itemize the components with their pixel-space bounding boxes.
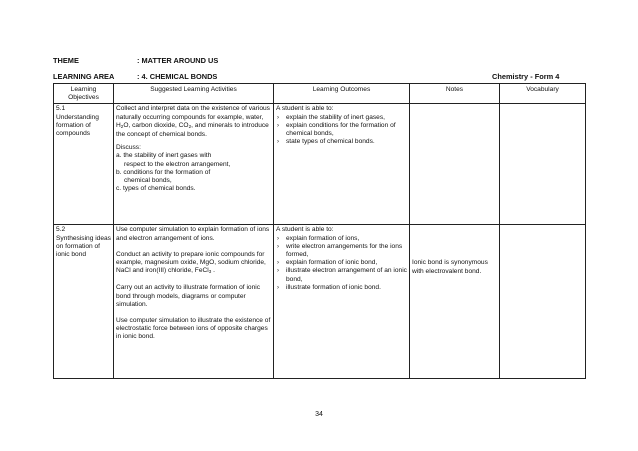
theme-value: : MATTER AROUND US [137, 56, 219, 65]
outcomes-cell [274, 225, 410, 379]
activities-cell [114, 104, 274, 225]
outcome-item: › explain the stability of inert gases, [276, 114, 407, 122]
discuss-item: c. types of chemical bonds. [116, 185, 196, 193]
discuss-item: chemical bonds, [124, 177, 172, 185]
outcome-item: › explain formation of ions, [276, 235, 407, 243]
table-row [54, 104, 586, 225]
discuss-item: respect to the electron arrangement, [124, 160, 231, 168]
col-header-notes: Notes [410, 84, 500, 104]
col-header-activities: Suggested Learning Activities [114, 84, 274, 104]
table-row [54, 225, 586, 379]
activity-text: Use computer simulation to illustrate the existence of electrostatic force between ions of opposite charges in ionic bond. [116, 317, 271, 341]
objective-cell [54, 225, 114, 379]
discuss-item: a. the stability of inert gases with [116, 152, 212, 160]
col-header-vocabulary: Vocabulary [500, 84, 586, 104]
objective-text: Understanding formation of compounds [56, 113, 99, 138]
vocabulary-cell [500, 225, 586, 379]
outcome-item: › explain conditions for the formation of chemical bonds, [276, 122, 407, 138]
outcome-item: › explain formation of ionic bond, [276, 259, 407, 267]
activity-text: Collect and interpret data on the existence of various naturally occurring compounds for example, water, $H_2O$, carbon dioxide, $CO_2$, and minerals to introduce the concept of chemical bonds. [116, 105, 270, 139]
objective-number: 5.2 [56, 226, 66, 234]
notes-cell [410, 104, 500, 225]
col-header-outcomes: Learning Outcomes [274, 84, 410, 104]
objective-number: 5.1 [56, 105, 66, 113]
page-number: 34 [315, 411, 323, 418]
outcome-item: › illustrate electron arrangement of an ionic bond, [276, 267, 407, 283]
activity-text: Conduct an activity to prepare ionic compounds for example, magnesium oxide, MgO, sodium chloride, NaCl and iron(III) chloride, FeCl$_3$ . [116, 250, 266, 275]
outcome-item: › illustrate formation of ionic bond. [276, 284, 407, 292]
subject-label: Chemistry - Form 4 [492, 72, 560, 81]
col-header-objectives: Learning Objectives [54, 84, 114, 104]
learning-area-label: LEARNING AREA [53, 72, 115, 81]
discuss-item: b. conditions for the formation of [116, 168, 211, 176]
activity-text: Carry out an activity to illustrate formation of ionic bond through models, diagrams or computer simulation. [116, 284, 261, 308]
syllabus-table [53, 83, 586, 379]
notes-cell [410, 225, 500, 379]
outcome-item: › state types of chemical bonds. [276, 138, 407, 146]
activity-text: Use computer simulation to explain formation of ions and electron arrangement of ions. [116, 226, 270, 242]
activities-cell [114, 225, 274, 379]
outcomes-cell [274, 104, 410, 225]
learning-area-value: : 4. CHEMICAL BONDS [137, 72, 218, 81]
note-text: Ionic bond is synonymous with electrovalent bond. [412, 259, 488, 275]
outcome-intro: A student is able to: [276, 226, 334, 234]
vocabulary-cell [500, 104, 586, 225]
outcome-item: › write electron arrangements for the ions formed, [276, 243, 407, 259]
theme-label: THEME [53, 56, 79, 65]
objective-cell [54, 104, 114, 225]
discuss-label: Discuss: [116, 144, 141, 152]
table-header-row [54, 84, 586, 104]
outcome-intro: A student is able to: [276, 105, 334, 113]
objective-text: Synthesising ideas on formation of ionic bond [56, 234, 111, 259]
